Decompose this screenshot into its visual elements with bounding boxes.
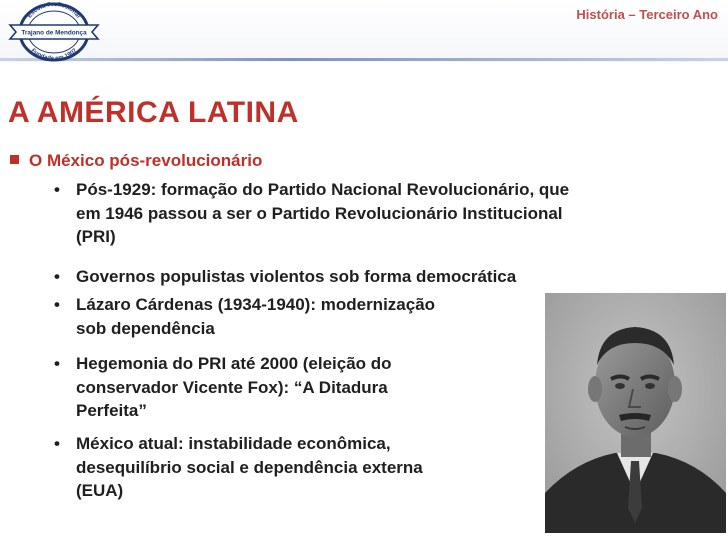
bullet-dot-icon: •: [54, 434, 60, 453]
slide-title: A AMÉRICA LATINA: [8, 96, 299, 129]
bullet-line: Governos populistas violentos sob forma democrática: [76, 267, 517, 286]
bullet-dot-icon: •: [54, 267, 60, 286]
logo-top-text: Escola Profissional: [26, 2, 82, 20]
bullet-line: Pós-1929: formação do Partido Nacional Revolucionário, que: [76, 180, 570, 199]
bullet-line: Lázaro Cárdenas (1934-1940): modernização: [76, 295, 436, 314]
bullet-item: [48, 293, 435, 340]
bullet-dot-icon: •: [54, 354, 60, 373]
logo-band-text: Trajano de Mendonça: [21, 29, 87, 37]
section-subheading: [10, 151, 262, 171]
bullet-line: (PRI): [76, 227, 116, 246]
header-divider: [0, 58, 728, 61]
bullet-dot-icon: •: [54, 180, 60, 199]
bullet-line: conservador Vicente Fox): “A Ditadura: [76, 377, 388, 397]
portrait-photo: [545, 293, 726, 533]
bullet-line: em 1946 passou a ser o Partido Revolucionário Institucional: [76, 203, 563, 223]
bullet-item: [48, 352, 392, 423]
bullet-line: desequilíbrio social e dependência externa: [76, 457, 423, 477]
bullet-line: Perfeita”: [76, 401, 147, 420]
subheading-text: O México pós-revolucionário: [29, 151, 263, 170]
bullet-line: (EUA): [76, 481, 124, 500]
bullet-line: sob dependência: [76, 318, 215, 338]
bullet-item: [48, 432, 423, 503]
school-logo: [8, 2, 100, 62]
square-bullet-icon: [10, 155, 19, 164]
logo-bottom-text: Fundada em 1907: [29, 47, 79, 62]
bullet-line: México atual: instabilidade econômica,: [76, 434, 391, 453]
bullet-item: [48, 178, 569, 249]
bullet-line: Hegemonia do PRI até 2000 (eleição do: [76, 354, 392, 373]
bullet-item: [48, 265, 516, 289]
course-label: História – Terceiro Ano: [576, 7, 718, 22]
bullet-dot-icon: •: [54, 295, 60, 314]
